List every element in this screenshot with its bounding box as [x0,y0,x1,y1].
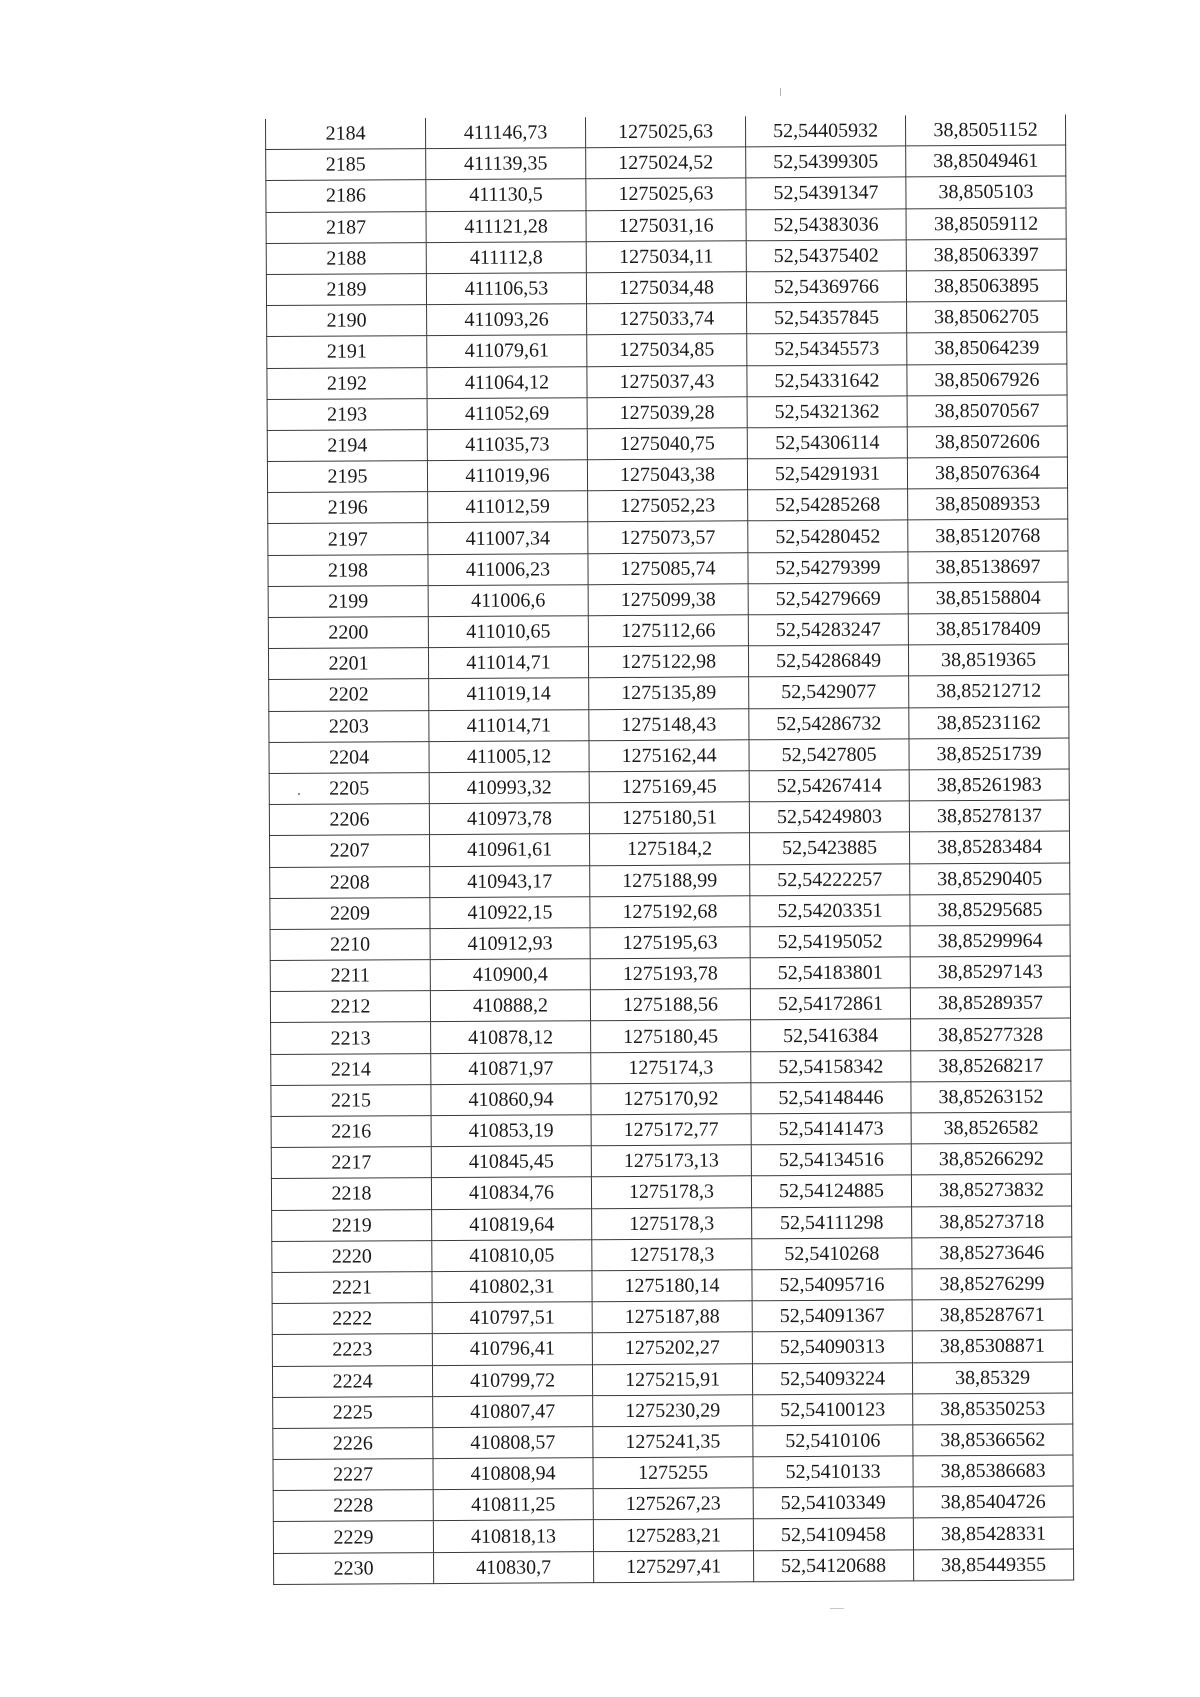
point-number-cell: 2185 [266,149,426,181]
longitude-cell: 38,85251739 [909,738,1069,770]
table-row [270,894,1070,930]
latitude-cell: 52,54148446 [751,1082,911,1114]
y-coordinate-cell: 1275187,88 [592,1301,752,1333]
y-coordinate-cell: 1275085,74 [588,552,748,584]
longitude-cell: 38,85266292 [911,1143,1071,1175]
table-row [266,270,1066,306]
table-row [267,364,1067,400]
longitude-cell: 38,85276299 [912,1268,1072,1300]
latitude-cell: 52,54158342 [751,1051,911,1083]
table-row [271,1174,1071,1210]
table-row [271,1050,1071,1086]
table-row [267,395,1067,431]
table-row [267,457,1067,493]
point-number-cell: 2205 [269,773,429,805]
longitude-cell: 38,85297143 [910,956,1070,988]
latitude-cell: 52,54283247 [748,614,908,646]
longitude-cell: 38,85072606 [907,426,1067,458]
latitude-cell: 52,54124885 [751,1175,911,1207]
latitude-cell: 52,54286732 [749,707,909,739]
x-coordinate-cell: 411106,53 [426,273,586,305]
longitude-cell: 38,85277328 [911,1018,1071,1050]
x-coordinate-cell: 410900,4 [430,959,590,991]
latitude-cell: 52,5410106 [753,1425,913,1457]
table-row [273,1517,1073,1553]
latitude-cell: 52,54375402 [746,240,906,272]
point-number-cell: 2230 [274,1552,434,1584]
table-row [269,675,1069,711]
latitude-cell: 52,54093224 [752,1362,912,1394]
point-number-cell: 2222 [272,1303,432,1335]
longitude-cell: 38,85404726 [913,1486,1073,1518]
x-coordinate-cell: 410799,72 [432,1364,592,1396]
latitude-cell: 52,54172861 [750,988,910,1020]
longitude-cell: 38,85289357 [910,987,1070,1019]
y-coordinate-cell: 1275178,3 [592,1207,752,1239]
y-coordinate-cell: 1275148,43 [589,708,749,740]
x-coordinate-cell: 411014,71 [428,647,588,679]
y-coordinate-cell: 1275033,74 [587,303,747,335]
scan-artifact-line [830,1608,844,1609]
y-coordinate-cell: 1275230,29 [593,1394,753,1426]
longitude-cell: 38,85051152 [905,115,1065,147]
table-row [273,1393,1073,1429]
longitude-cell: 38,85273646 [912,1237,1072,1269]
latitude-cell: 52,54109458 [753,1518,913,1550]
table-row [271,1018,1071,1054]
point-number-cell: 2227 [273,1459,433,1491]
latitude-cell: 52,54369766 [746,271,906,303]
x-coordinate-cell: 410797,51 [432,1302,592,1334]
latitude-cell: 52,54183801 [750,957,910,989]
y-coordinate-cell: 1275043,38 [587,459,747,491]
table-row [267,301,1067,337]
latitude-cell: 52,54291931 [747,458,907,490]
y-coordinate-cell: 1275267,23 [593,1488,753,1520]
y-coordinate-cell: 1275025,63 [586,178,746,210]
longitude-cell: 38,85350253 [913,1393,1073,1425]
x-coordinate-cell: 410853,19 [431,1115,591,1147]
x-coordinate-cell: 410922,15 [430,896,590,928]
y-coordinate-cell: 1275178,3 [592,1239,752,1271]
table-row [270,956,1070,992]
y-coordinate-cell: 1275180,45 [591,1020,751,1052]
table-row [272,1362,1072,1398]
point-number-cell: 2191 [267,336,427,368]
point-number-cell: 2216 [271,1116,431,1148]
x-coordinate-cell: 411035,73 [427,429,587,461]
longitude-cell: 38,85063895 [906,270,1066,302]
y-coordinate-cell: 1275122,98 [588,646,748,678]
point-number-cell: 2213 [271,1022,431,1054]
y-coordinate-cell: 1275024,52 [586,147,746,179]
point-number-cell: 2219 [272,1209,432,1241]
y-coordinate-cell: 1275283,21 [593,1519,753,1551]
x-coordinate-cell: 410808,94 [433,1458,593,1490]
point-number-cell: 2225 [273,1396,433,1428]
longitude-cell: 38,85062705 [907,301,1067,333]
point-number-cell: 2199 [268,585,428,617]
y-coordinate-cell: 1275180,51 [589,802,749,834]
y-coordinate-cell: 1275031,16 [586,209,746,241]
x-coordinate-cell: 410834,76 [431,1177,591,1209]
table-row [268,582,1068,618]
table-row [272,1330,1072,1366]
longitude-cell: 38,85273718 [912,1206,1072,1238]
longitude-cell: 38,85089353 [908,488,1068,520]
table-row [266,176,1066,212]
latitude-cell: 52,54267414 [749,770,909,802]
latitude-cell: 52,54285268 [748,489,908,521]
point-number-cell: 2189 [266,274,426,306]
table-row [271,1143,1071,1179]
table-row [273,1486,1073,1522]
longitude-cell: 38,85063397 [906,239,1066,271]
x-coordinate-cell: 411006,23 [428,553,588,585]
x-coordinate-cell: 410830,7 [434,1551,594,1583]
table-row [269,800,1069,836]
point-number-cell: 2207 [270,835,430,867]
x-coordinate-cell: 411079,61 [427,335,587,367]
table-row [266,115,1066,150]
point-number-cell: 2226 [273,1427,433,1459]
latitude-cell: 52,54286849 [748,645,908,677]
point-number-cell: 2211 [270,960,430,992]
latitude-cell: 52,54306114 [747,427,907,459]
point-number-cell: 2198 [268,554,428,586]
longitude-cell: 38,85049461 [906,145,1066,177]
table-row [270,831,1070,867]
x-coordinate-cell: 411019,96 [427,460,587,492]
latitude-cell: 52,5427805 [749,739,909,771]
table-row [269,769,1069,805]
coordinates-table [265,115,1074,1585]
x-coordinate-cell: 411064,12 [427,366,587,398]
point-number-cell: 2197 [268,523,428,555]
longitude-cell: 38,85064239 [907,332,1067,364]
y-coordinate-cell: 1275241,35 [593,1426,753,1458]
x-coordinate-cell: 410878,12 [431,1021,591,1053]
x-coordinate-cell: 410811,25 [433,1489,593,1521]
latitude-cell: 52,54195052 [750,926,910,958]
latitude-cell: 52,54391347 [746,177,906,209]
point-number-cell: 2188 [266,242,426,274]
table-row [266,208,1066,244]
x-coordinate-cell: 410802,31 [432,1271,592,1303]
x-coordinate-cell: 410807,47 [433,1395,593,1427]
point-number-cell: 2215 [271,1084,431,1116]
x-coordinate-cell: 411130,5 [426,179,586,211]
latitude-cell: 52,54321362 [747,396,907,428]
longitude-cell: 38,85428331 [913,1517,1073,1549]
x-coordinate-cell: 410818,13 [433,1520,593,1552]
x-coordinate-cell: 411052,69 [427,397,587,429]
longitude-cell: 38,85138697 [908,551,1068,583]
latitude-cell: 52,5416384 [751,1019,911,1051]
y-coordinate-cell: 1275184,2 [589,833,749,865]
latitude-cell: 52,54134516 [751,1144,911,1176]
x-coordinate-cell: 411005,12 [429,740,589,772]
y-coordinate-cell: 1275192,68 [590,895,750,927]
latitude-cell: 52,54249803 [749,801,909,833]
longitude-cell: 38,8526582 [911,1112,1071,1144]
table-row [273,1424,1073,1460]
table-row [270,925,1070,961]
point-number-cell: 2184 [266,118,426,150]
longitude-cell: 38,85299964 [910,925,1070,957]
table-row [272,1237,1072,1273]
latitude-cell: 52,54203351 [750,895,910,927]
point-number-cell: 2187 [266,211,426,243]
y-coordinate-cell: 1275034,85 [587,334,747,366]
point-number-cell: 2200 [268,617,428,649]
point-number-cell: 2220 [272,1240,432,1272]
y-coordinate-cell: 1275193,78 [590,958,750,990]
x-coordinate-cell: 410819,64 [432,1208,592,1240]
longitude-cell: 38,85070567 [907,395,1067,427]
latitude-cell: 52,54091367 [752,1300,912,1332]
x-coordinate-cell: 410796,41 [432,1333,592,1365]
x-coordinate-cell: 411139,35 [426,148,586,180]
longitude-cell: 38,85261983 [909,769,1069,801]
table-row [270,987,1070,1023]
point-number-cell: 2214 [271,1053,431,1085]
point-number-cell: 2194 [267,429,427,461]
longitude-cell: 38,85308871 [912,1330,1072,1362]
point-number-cell: 2186 [266,180,426,212]
x-coordinate-cell: 411121,28 [426,210,586,242]
y-coordinate-cell: 1275037,43 [587,365,747,397]
latitude-cell: 52,54357845 [747,302,907,334]
y-coordinate-cell: 1275112,66 [588,615,748,647]
coordinates-table-body [266,115,1074,1585]
x-coordinate-cell: 410961,61 [430,834,590,866]
y-coordinate-cell: 1275073,57 [588,521,748,553]
table-row [274,1549,1074,1585]
latitude-cell: 52,54279399 [748,552,908,584]
x-coordinate-cell: 410860,94 [431,1084,591,1116]
latitude-cell: 52,5429077 [749,676,909,708]
y-coordinate-cell: 1275188,56 [590,989,750,1021]
latitude-cell: 52,54331642 [747,364,907,396]
latitude-cell: 52,5410268 [752,1238,912,1270]
point-number-cell: 2204 [269,741,429,773]
longitude-cell: 38,85386683 [913,1455,1073,1487]
longitude-cell: 38,8505103 [906,176,1066,208]
point-number-cell: 2224 [272,1365,432,1397]
y-coordinate-cell: 1275162,44 [589,740,749,772]
longitude-cell: 38,85278137 [909,800,1069,832]
table-row [272,1206,1072,1242]
table-row [270,863,1070,899]
latitude-cell: 52,54222257 [750,863,910,895]
x-coordinate-cell: 410810,05 [432,1239,592,1271]
longitude-cell: 38,85158804 [908,582,1068,614]
x-coordinate-cell: 410808,57 [433,1427,593,1459]
longitude-cell: 38,85120768 [908,519,1068,551]
x-coordinate-cell: 410943,17 [430,865,590,897]
table-row [271,1081,1071,1117]
latitude-cell: 52,54100123 [753,1394,913,1426]
longitude-cell: 38,85076364 [907,457,1067,489]
longitude-cell: 38,85449355 [913,1549,1073,1581]
y-coordinate-cell: 1275255 [593,1457,753,1489]
coordinates-sheet [265,119,1065,1585]
latitude-cell: 52,5410133 [753,1456,913,1488]
x-coordinate-cell: 410993,32 [429,772,589,804]
longitude-cell: 38,85295685 [910,894,1070,926]
y-coordinate-cell: 1275034,11 [586,241,746,273]
x-coordinate-cell: 411014,71 [429,709,589,741]
x-coordinate-cell: 411010,65 [428,616,588,648]
latitude-cell: 52,54111298 [752,1206,912,1238]
point-number-cell: 2209 [270,897,430,929]
point-number-cell: 2217 [271,1147,431,1179]
point-number-cell: 2218 [271,1178,431,1210]
longitude-cell: 38,85059112 [906,208,1066,240]
point-number-cell: 2196 [268,492,428,524]
scan-artifact-mark [780,88,781,96]
table-row [268,613,1068,649]
longitude-cell: 38,85287671 [912,1299,1072,1331]
point-number-cell: 2201 [268,648,428,680]
y-coordinate-cell: 1275040,75 [587,428,747,460]
table-row [273,1455,1073,1491]
latitude-cell: 52,54141473 [751,1113,911,1145]
latitude-cell: 52,5423885 [749,832,909,864]
x-coordinate-cell: 411007,34 [428,522,588,554]
latitude-cell: 52,54090313 [752,1331,912,1363]
point-number-cell: 2229 [273,1521,433,1553]
point-number-cell: 2206 [269,804,429,836]
y-coordinate-cell: 1275039,28 [587,396,747,428]
y-coordinate-cell: 1275180,14 [592,1270,752,1302]
table-row [272,1268,1072,1304]
point-number-cell: 2190 [267,305,427,337]
longitude-cell: 38,85273832 [911,1174,1071,1206]
y-coordinate-cell: 1275052,23 [588,490,748,522]
latitude-cell: 52,54383036 [746,208,906,240]
y-coordinate-cell: 1275215,91 [592,1363,752,1395]
x-coordinate-cell: 411112,8 [426,241,586,273]
latitude-cell: 52,54103349 [753,1487,913,1519]
y-coordinate-cell: 1275195,63 [590,927,750,959]
longitude-cell: 38,85290405 [910,863,1070,895]
x-coordinate-cell: 410912,93 [430,928,590,960]
table-row [267,332,1067,368]
y-coordinate-cell: 1275173,13 [591,1145,751,1177]
longitude-cell: 38,85263152 [911,1081,1071,1113]
table-row [272,1299,1072,1335]
y-coordinate-cell: 1275099,38 [588,584,748,616]
x-coordinate-cell: 411146,73 [425,117,585,149]
x-coordinate-cell: 410871,97 [431,1052,591,1084]
x-coordinate-cell: 411019,14 [429,678,589,710]
point-number-cell: 2203 [269,710,429,742]
x-coordinate-cell: 411012,59 [428,491,588,523]
table-row [268,644,1068,680]
longitude-cell: 38,8519365 [908,644,1068,676]
y-coordinate-cell: 1275135,89 [589,677,749,709]
x-coordinate-cell: 411006,6 [428,585,588,617]
table-row [271,1112,1071,1148]
point-number-cell: 2212 [270,991,430,1023]
table-row [269,738,1069,774]
x-coordinate-cell: 411093,26 [427,304,587,336]
table-row [269,707,1069,743]
latitude-cell: 52,54345573 [747,333,907,365]
longitude-cell: 38,85283484 [909,831,1069,863]
latitude-cell: 52,54095716 [752,1269,912,1301]
latitude-cell: 52,54399305 [746,146,906,178]
y-coordinate-cell: 1275297,41 [594,1550,754,1582]
latitude-cell: 52,54120688 [754,1550,914,1582]
y-coordinate-cell: 1275202,27 [592,1332,752,1364]
y-coordinate-cell: 1275034,48 [586,272,746,304]
x-coordinate-cell: 410845,45 [431,1146,591,1178]
point-number-cell: 2210 [270,928,430,960]
table-row [267,426,1067,462]
y-coordinate-cell: 1275178,3 [591,1176,751,1208]
table-row [266,145,1066,181]
table-row [266,239,1066,275]
longitude-cell: 38,85231162 [909,707,1069,739]
point-number-cell: 2202 [269,679,429,711]
point-number-cell: 2228 [273,1490,433,1522]
y-coordinate-cell: 1275169,45 [589,771,749,803]
x-coordinate-cell: 410888,2 [430,990,590,1022]
y-coordinate-cell: 1275170,92 [591,1083,751,1115]
point-number-cell: 2192 [267,367,427,399]
point-number-cell: 2195 [267,461,427,493]
table-row [268,519,1068,555]
longitude-cell: 38,85212712 [909,675,1069,707]
point-number-cell: 2193 [267,398,427,430]
table-row [268,488,1068,524]
table-row [268,551,1068,587]
y-coordinate-cell: 1275174,3 [591,1051,751,1083]
point-number-cell: 2221 [272,1272,432,1304]
x-coordinate-cell: 410973,78 [429,803,589,835]
latitude-cell: 52,54279669 [748,583,908,615]
longitude-cell: 38,85268217 [911,1050,1071,1082]
longitude-cell: 38,85178409 [908,613,1068,645]
point-number-cell: 2223 [272,1334,432,1366]
y-coordinate-cell: 1275172,77 [591,1114,751,1146]
y-coordinate-cell: 1275025,63 [585,116,745,148]
latitude-cell: 52,54280452 [748,520,908,552]
longitude-cell: 38,85067926 [907,364,1067,396]
longitude-cell: 38,85366562 [913,1424,1073,1456]
y-coordinate-cell: 1275188,99 [590,864,750,896]
point-number-cell: 2208 [270,866,430,898]
latitude-cell: 52,54405932 [745,115,905,147]
longitude-cell: 38,85329 [912,1362,1072,1394]
